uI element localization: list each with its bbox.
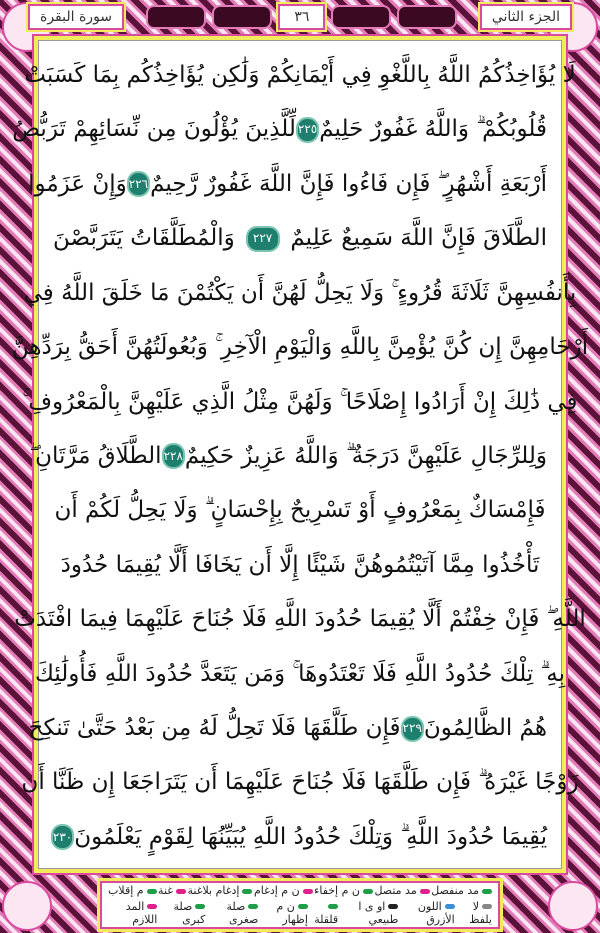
color-swatch-icon xyxy=(445,904,455,909)
verse-text: تَأْخُذُوا مِمَّا آتَيْتُمُوهُنَّ شَيْئًا إِلَّا أَن يَخَافَا أَلَّا يُقِيمَا حُدُودَ xyxy=(60,551,540,578)
legend-item xyxy=(108,900,157,926)
verse-text: لِّلَّذِينَ يُؤْلُونَ مِن نِّسَائِهِمْ تَرَبُّصُ xyxy=(12,116,296,143)
legend-item xyxy=(338,900,398,926)
verse-line xyxy=(21,756,579,809)
legend-item xyxy=(455,900,492,926)
verse-line xyxy=(34,648,566,701)
legend-label: ن م إدغام xyxy=(253,884,300,898)
legend-item xyxy=(431,884,492,897)
legend-item xyxy=(308,900,338,926)
verse-text: فَإِمْسَاكٌ بِمَعْرُوفٍ أَوْ تَسْرِيحٌ بِإِحْسَانٍ ۗ وَلَا يَحِلُّ لَكُمْ أَن xyxy=(54,497,546,524)
verse-text: أَرْحَامِهِنَّ إِن كُنَّ يُؤْمِنَّ بِاللَّهِ وَالْيَوْمِ الْآخِرِ ۚ وَبُعُولَتُهُنَّ أَحَقُّ بِرَدِّهِنَّ xyxy=(11,334,589,361)
tajweed-legend xyxy=(100,881,500,929)
verse-line xyxy=(53,484,547,537)
text-frame xyxy=(11,34,589,875)
color-swatch-icon xyxy=(176,889,186,894)
verse-text: هُمُ الظَّالِمُونَ xyxy=(423,715,547,742)
color-swatch-icon xyxy=(388,904,398,909)
verse-line xyxy=(53,539,547,592)
legend-label: إدغام بلاغنة xyxy=(187,884,240,898)
verse-line xyxy=(22,376,578,429)
color-swatch-icon xyxy=(328,904,338,909)
legend-item xyxy=(398,900,454,926)
legend-item xyxy=(254,884,313,897)
verse-lines xyxy=(11,49,589,864)
verse-line xyxy=(11,321,589,374)
ayah-number-marker: ٢٢٧ xyxy=(246,226,280,252)
verse-line xyxy=(24,49,576,102)
legend-label: مد متصل xyxy=(374,884,417,898)
legend-label: قلقلة xyxy=(314,912,339,926)
legend-label: م إقلاب xyxy=(108,884,144,898)
color-swatch-icon xyxy=(195,904,205,909)
legend-label: ن م إظهار xyxy=(276,899,308,926)
legend-label: غنة xyxy=(158,884,174,898)
verse-line xyxy=(29,430,547,483)
verse-text: وَلِلرِّجَالِ عَلَيْهِنَّ دَرَجَةٌ ۗ وَاللَّهُ عَزِيزٌ حَكِيمٌ xyxy=(184,442,547,469)
verse-line xyxy=(28,702,547,755)
ayah-number-marker: ٢٣٠ xyxy=(51,824,74,850)
color-swatch-icon xyxy=(248,904,258,909)
ayah-number-marker: ٢٢٩ xyxy=(401,716,424,742)
legend-item xyxy=(108,884,157,897)
verse-line xyxy=(14,593,586,646)
corner-ornament xyxy=(2,881,52,931)
header-ornament xyxy=(146,5,206,29)
legend-item xyxy=(314,884,373,897)
corner-ornament xyxy=(548,881,598,931)
legend-item xyxy=(157,900,205,926)
verse-line xyxy=(23,267,577,320)
ayah-number-marker: ٢٢٦ xyxy=(127,171,150,197)
color-swatch-icon xyxy=(482,889,492,894)
ayah-number-marker: ٢٢٥ xyxy=(296,117,319,143)
color-swatch-icon xyxy=(147,904,157,909)
header-ornament xyxy=(397,5,457,29)
surah-label: سورة البقرة xyxy=(28,4,124,30)
ayah-number-marker: ٢٢٨ xyxy=(162,443,185,469)
juz-label: الجزء الثاني xyxy=(480,4,572,30)
legend-item xyxy=(188,884,253,897)
verse-line xyxy=(53,811,547,864)
verse-line xyxy=(28,158,547,211)
verse-text: وَإِنْ عَزَمُوا xyxy=(28,170,127,197)
verse-text: بِهِ ۗ تِلْكَ حُدُودُ اللَّهِ فَلَا تَعْتَدُوهَا ۚ وَمَن يَتَعَدَّ حُدُودَ اللَّهِ فَأُولَٰئِكَ xyxy=(34,660,566,687)
verse-text: أَرْبَعَةِ أَشْهُرٍ ۖ فَإِن فَاءُوا فَإِنَّ اللَّهَ غَفُورٌ رَّحِيمٌ xyxy=(150,170,547,197)
color-swatch-icon xyxy=(147,889,157,894)
verse-text: بِأَنفُسِهِنَّ ثَلَاثَةَ قُرُوءٍ ۚ وَلَا يَحِلُّ لَهُنَّ أَن يَكْتُمْنَ مَا خَلَقَ اللَّهُ فِي xyxy=(23,279,577,306)
legend-label: ن م إخفاء xyxy=(314,884,360,898)
legend-item xyxy=(374,884,429,897)
verse-text: وَالْمُطَلَّقَاتُ يَتَرَبَّصْنَ xyxy=(53,225,235,252)
legend-label: اللون الأزرق xyxy=(417,899,455,926)
legend-label: صلة صغرى xyxy=(226,899,259,926)
legend-item xyxy=(158,884,186,897)
color-swatch-icon xyxy=(242,889,252,894)
verse-text: زَوْجًا غَيْرَهُ ۗ فَإِن طَلَّقَهَا فَلَا جُنَاحَ عَلَيْهِمَا أَن يَتَرَاجَعَا إِن ظَنَّا أَن xyxy=(21,769,579,796)
quran-page xyxy=(11,40,589,869)
verse-line xyxy=(12,103,547,156)
legend-label: مد منفصل xyxy=(431,884,479,898)
verse-text: الطَّلَاقَ فَإِنَّ اللَّهَ سَمِيعٌ عَلِيمٌ xyxy=(290,225,547,252)
color-swatch-icon xyxy=(363,889,373,894)
verse-text: فِي ذَٰلِكَ إِنْ أَرَادُوا إِصْلَاحًا ۚ وَلَهُنَّ مِثْلُ الَّذِي عَلَيْهِنَّ بِالْمَعْرُوفِ ۚ xyxy=(22,388,578,415)
legend-label: لا يلفظ xyxy=(469,899,492,926)
legend-item xyxy=(205,900,258,926)
verse-line xyxy=(53,212,547,265)
legend-label: المد اللازم xyxy=(125,899,158,926)
verse-text: يُقِيمَا حُدُودَ اللَّهِ ۗ وَتِلْكَ حُدُودُ اللَّهِ يُبَيِّنُهَا لِقَوْمٍ يَعْلَمُونَ xyxy=(74,823,547,850)
color-swatch-icon xyxy=(482,904,492,909)
page-header xyxy=(28,2,572,32)
verse-text: الطَّلَاقُ مَرَّتَانِ ۖ xyxy=(29,442,162,469)
header-ornament xyxy=(212,5,272,29)
verse-text: قُلُوبُكُمْ ۗ وَاللَّهُ غَفُورٌ حَلِيمٌ xyxy=(319,116,547,143)
header-ornament xyxy=(331,5,391,29)
color-swatch-icon xyxy=(298,904,308,909)
legend-label: او ى ا طبيعي xyxy=(358,899,399,926)
verse-text: اللَّهِ ۖ فَإِنْ خِفْتُمْ أَلَّا يُقِيمَا حُدُودَ اللَّهِ فَلَا جُنَاحَ عَلَيْهِمَا فِيمَا افْتَدَتْ xyxy=(14,606,586,633)
legend-row xyxy=(108,884,492,897)
legend-item xyxy=(258,900,308,926)
color-swatch-icon xyxy=(303,889,313,894)
legend-row xyxy=(108,900,492,926)
color-swatch-icon xyxy=(420,889,430,894)
page-number: ٣٦ xyxy=(278,4,325,30)
verse-text: فَإِن طَلَّقَهَا فَلَا تَحِلُّ لَهُ مِن بَعْدُ حَتَّىٰ تَنكِحَ xyxy=(28,715,401,742)
legend-label: صلة كبرى xyxy=(173,899,206,926)
verse-text: لَا يُؤَاخِذُكُمُ اللَّهُ بِاللَّغْوِ فِي أَيْمَانِكُمْ وَلَٰكِن يُؤَاخِذُكُم بِمَا كَسَبَتْ xyxy=(24,62,576,88)
